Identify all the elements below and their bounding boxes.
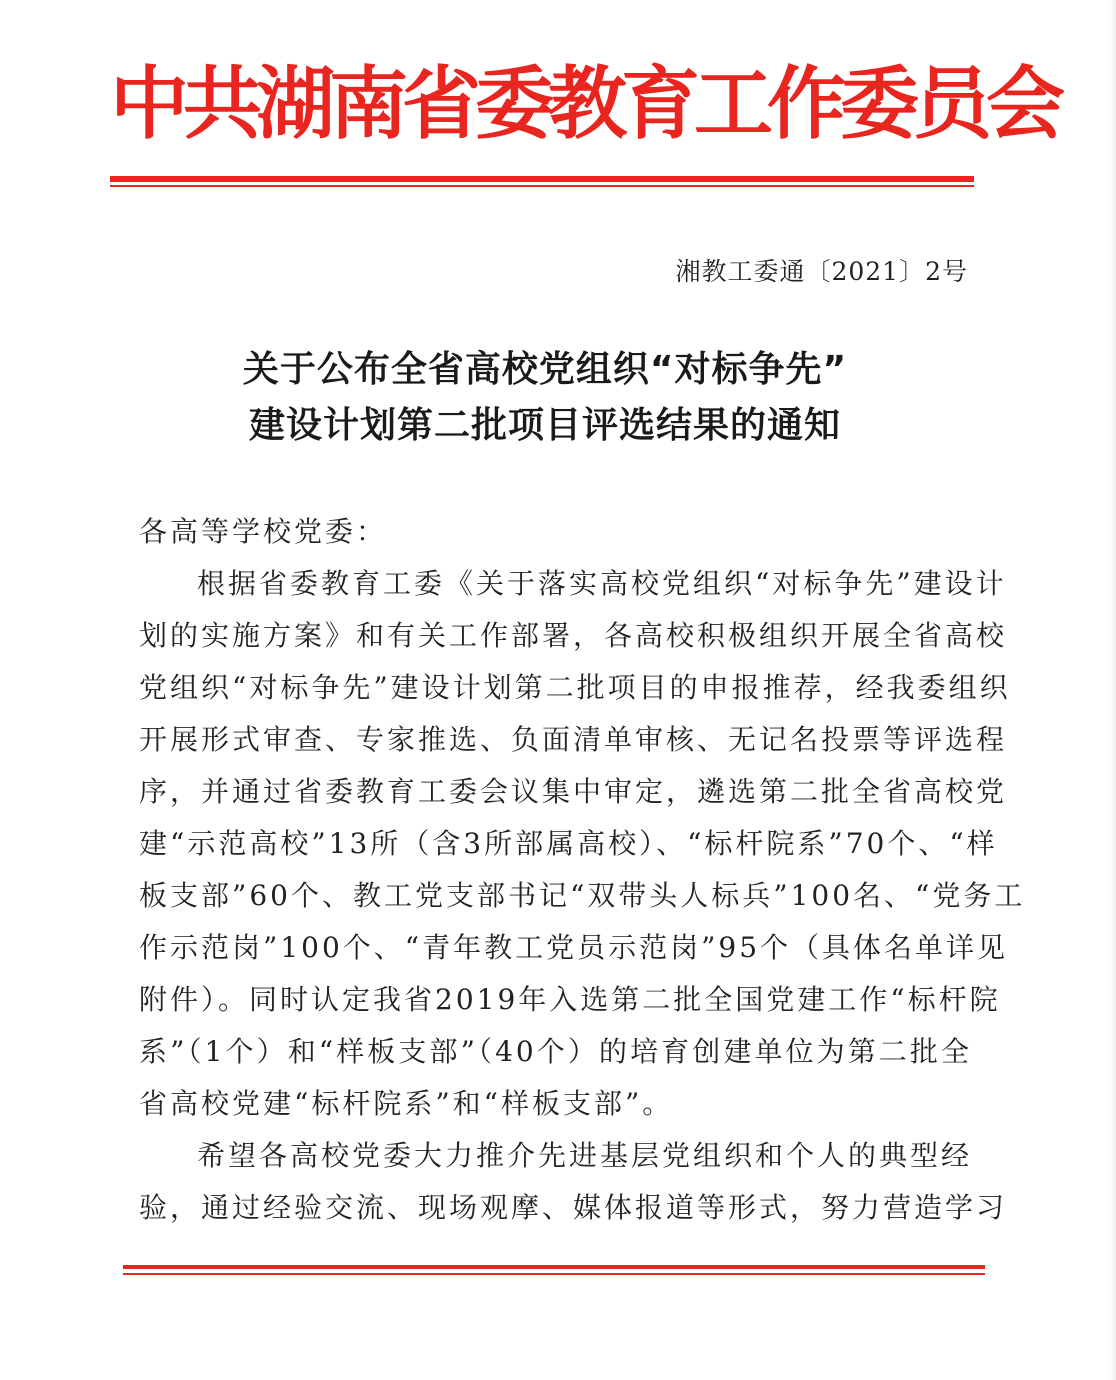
- paragraph-1-line: 建“示范高校”13所（含3所部属高校）、“标杆院系”70个、“样: [139, 827, 998, 860]
- paragraph-1-line: 板支部”60个、教工党支部书记“双带头人标兵”100名、“党务工: [139, 879, 1026, 912]
- paragraph-1-line: 序，并通过省委教育工委会议集中审定，遴选第二批全省高校党: [139, 775, 1008, 808]
- notice-title: [140, 342, 950, 454]
- notice-title-line-2: 建设计划第二批项目评选结果的通知: [248, 405, 841, 446]
- notice-body: [139, 506, 1026, 1234]
- paragraph-1-line: 开展形式审查、专家推选、负面清单审核、无记名投票等评选程: [139, 723, 1008, 756]
- paragraph-1-line: 作示范岗”100个、“青年教工党员示范岗”95个（具体名单详见: [139, 931, 1009, 964]
- masthead-divider-thin: [110, 185, 974, 187]
- footer-divider-thick: [123, 1265, 985, 1269]
- document-number: 湘教工委通〔2021〕2号: [675, 257, 968, 286]
- masthead-title: 中共湖南省委教育工作委员会: [110, 58, 1059, 150]
- salutation: 各高等学校党委：: [139, 515, 388, 548]
- paragraph-1-line: 根据省委教育工委《关于落实高校党组织“对标争先”建设计: [197, 567, 1007, 600]
- paragraph-1-line: 省高校党建“标杆院系”和“样板支部”。: [139, 1087, 674, 1120]
- page-edge-shadow: [1110, 0, 1116, 1380]
- paragraph-1-line: 划的实施方案》和有关工作部署，各高校积极组织开展全省高校: [139, 619, 1008, 652]
- notice-title-line-1: 关于公布全省高校党组织“对标争先”: [242, 349, 848, 390]
- paragraph-1-line: 系”（1个）和“样板支部”（40个）的培育创建单位为第二批全: [139, 1035, 972, 1068]
- paragraph-1-line: 附件）。同时认定我省2019年入选第二批全国党建工作“标杆院: [139, 983, 1001, 1016]
- masthead-divider-thick: [110, 176, 974, 182]
- paragraph-1-line: 党组织“对标争先”建设计划第二批项目的申报推荐，经我委组织: [139, 671, 1011, 704]
- paragraph-2-line: 希望各高校党委大力推介先进基层党组织和个人的典型经: [197, 1139, 973, 1172]
- footer-divider-thin: [123, 1273, 985, 1275]
- paragraph-2-line: 验，通过经验交流、现场观摩、媒体报道等形式，努力营造学习: [139, 1191, 1008, 1224]
